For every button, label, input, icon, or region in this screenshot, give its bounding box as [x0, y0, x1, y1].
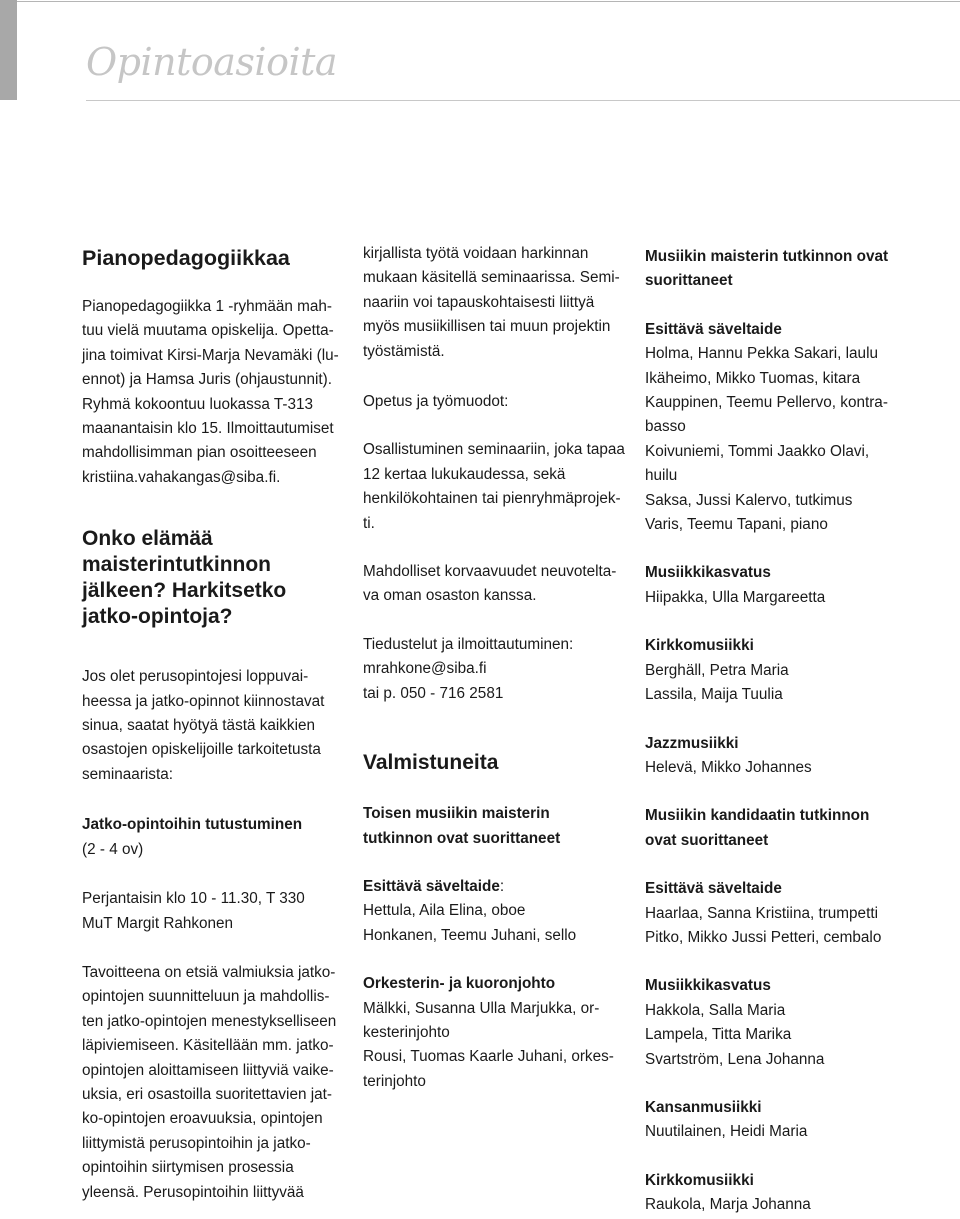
- conducting-list: [363, 997, 633, 1095]
- group-label: Esittävä säveltaide: [645, 880, 782, 898]
- group-list: [645, 999, 915, 1072]
- performing-arts-label: Esittävä säveltaide: [363, 877, 500, 895]
- group-label: Esittävä säveltaide: [645, 320, 782, 338]
- text-line: Jos olet perusopintojesi loppuvai-: [82, 668, 309, 686]
- text-line: Honkanen, Teemu Juhani, sello: [363, 926, 577, 944]
- text-line: heessa ja jatko-opinnot kiinnostavat: [82, 692, 325, 710]
- text-line: mahdollisimman pian osoitteeseen: [82, 444, 317, 462]
- text-line: Varis, Teemu Tapani, piano: [645, 516, 828, 534]
- text-line: Hakkola, Salla Maria: [645, 1001, 786, 1019]
- text-line: kristiina.vahakangas@siba.fi.: [82, 468, 281, 486]
- text-line: ko-opintojen eroavuuksia, opintojen: [82, 1110, 323, 1128]
- group-label: Musiikkikasvatus: [645, 977, 771, 995]
- text-line: tutkinnon ovat suorittaneet: [363, 829, 561, 847]
- text-line: Holma, Hannu Pekka Sakari, laulu: [645, 345, 878, 363]
- pianopedagogy-paragraph: [82, 295, 344, 490]
- second-masters-heading: [363, 802, 633, 851]
- group-label: Musiikkikasvatus: [645, 564, 771, 582]
- text-line: Ikäheimo, Mikko Tuomas, kitara: [645, 369, 861, 387]
- contact-label: Tiedustelut ja ilmoittautuminen:: [363, 635, 574, 653]
- top-rule: [17, 1, 960, 2]
- text-line: Pianopedagogiikka 1 -ryhmään mah-: [82, 298, 332, 315]
- methods-paragraph: [363, 438, 633, 536]
- group-label: Kirkkomusiikki: [645, 637, 754, 655]
- text-line: kesterinjohto: [363, 1023, 450, 1041]
- text-line: Nuutilainen, Heidi Maria: [645, 1123, 808, 1141]
- group-list: [645, 1120, 915, 1144]
- header-rule: [86, 100, 960, 101]
- text-line: maisterintutkinnon: [82, 553, 272, 577]
- text-line: opintojen suunnitteluun ja mahdollis-: [82, 988, 330, 1006]
- text-line: Osallistuminen seminaariin, joka tapaa: [363, 441, 625, 459]
- seminar-schedule: [82, 887, 344, 936]
- text-line: suorittaneet: [645, 272, 733, 290]
- text-line: 12 kertaa lukukaudessa, sekä: [363, 465, 566, 483]
- column-1: [82, 238, 344, 1205]
- contact-email: mrahkone@siba.fi: [363, 660, 487, 678]
- text-line: Pitko, Mikko Jussi Petteri, cembalo: [645, 928, 882, 946]
- masters-heading: [645, 245, 915, 294]
- bachelors-heading: [645, 804, 915, 853]
- text-line: jälkeen? Harkitsetko: [82, 579, 287, 603]
- section-heading-pianopedagogiikkaa: Pianopedagogiikkaa: [82, 246, 290, 270]
- conducting-label: Orkesterin- ja kuoronjohto: [363, 975, 556, 993]
- group-label: Kansanmusiikki: [645, 1098, 762, 1116]
- text-line: jatko-opintoja?: [82, 605, 233, 629]
- text-line: Hiipakka, Ulla Margareetta: [645, 588, 826, 606]
- group-label: Kirkkomusiikki: [645, 1171, 754, 1189]
- graduates-heading: Valmistuneita: [363, 751, 499, 775]
- text-line: va oman osaston kanssa.: [363, 587, 537, 605]
- group-list: [645, 902, 915, 951]
- group-label: Jazzmusiikki: [645, 734, 739, 752]
- text-line: Svartström, Lena Johanna: [645, 1050, 825, 1068]
- text-line: liittymistä perusopintoihin ja jatko-: [82, 1134, 311, 1152]
- text-line: uksia, eri osastoilla suoritettavien jat-: [82, 1085, 332, 1103]
- text-line: Raukola, Marja Johanna: [645, 1196, 811, 1214]
- text-line: MuT Margit Rahkonen: [82, 914, 234, 932]
- column-3: [645, 238, 915, 1218]
- text-line: työstämistä.: [363, 342, 445, 360]
- group-list: [645, 1193, 915, 1217]
- section-heading-jatko-opinnot: [82, 526, 344, 630]
- continuation-paragraph: [363, 242, 633, 364]
- text-line: kirjallista työtä voidaan harkinnan: [363, 245, 589, 262]
- left-accent-bar: [0, 0, 17, 100]
- text-line: sinua, saatat hyötyä tästä kaikkien: [82, 717, 315, 735]
- text-line: ten jatko-opintojen menestykselliseen: [82, 1012, 337, 1030]
- text-line: opintojen aloittamiseen liittyviä vaike-: [82, 1061, 334, 1079]
- text-line: Helevä, Mikko Johannes: [645, 758, 812, 776]
- column-2: [363, 238, 633, 1094]
- text-line: Lampela, Titta Marika: [645, 1026, 792, 1044]
- text-line: Onko elämää: [82, 527, 213, 551]
- text-line: henkilökohtainen tai pienryhmäprojek-: [363, 490, 621, 508]
- substitutes-paragraph: [363, 560, 633, 609]
- group-list: [645, 756, 915, 780]
- text-line: Musiikin kandidaatin tutkinnon: [645, 807, 870, 825]
- text-line: seminaarista:: [82, 765, 173, 783]
- text-line: Tavoitteena on etsiä valmiuksia jatko-: [82, 963, 336, 981]
- text-line: yleensä. Perusopintoihin liittyvää: [82, 1183, 304, 1201]
- text-line: terinjohto: [363, 1072, 426, 1090]
- text-line: osastojen opiskelijoille tarkoitetusta: [82, 741, 321, 759]
- text-line: naariin voi tapauskohtaisesti liittyä: [363, 293, 595, 311]
- text-line: tuu vielä muutama opiskelija. Opetta-: [82, 322, 334, 340]
- text-line: basso: [645, 418, 686, 436]
- text-line: ennot) ja Hamsa Juris (ohjaustunnit).: [82, 371, 332, 389]
- text-line: maanantaisin klo 15. Ilmoittautumiset: [82, 420, 334, 438]
- text-line: ti.: [363, 514, 375, 532]
- performing-arts-list: [363, 899, 633, 948]
- text-line: mukaan käsitellä seminaarissa. Semi-: [363, 269, 620, 287]
- text-line: Musiikin maisterin tutkinnon ovat: [645, 248, 889, 265]
- group-list: [645, 659, 915, 708]
- text-line: myös musiikillisen tai muun projektin: [363, 318, 611, 336]
- text-line: Mälkki, Susanna Ulla Marjukka, or-: [363, 999, 600, 1017]
- text-line: Perjantaisin klo 10 - 11.30, T 330: [82, 890, 305, 908]
- text-line: huilu: [645, 467, 678, 485]
- text-line: Berghäll, Petra Maria: [645, 661, 789, 679]
- text-line: Haarlaa, Sanna Kristiina, trumpetti: [645, 904, 878, 922]
- text-line: Ryhmä kokoontuu luokassa T-313: [82, 395, 314, 413]
- text-line: Hettula, Aila Elina, oboe: [363, 902, 526, 920]
- methods-label: Opetus ja työmuodot:: [363, 393, 509, 411]
- text-line: Kauppinen, Teemu Pellervo, kontra-: [645, 394, 888, 412]
- contact-phone: tai p. 050 - 716 2581: [363, 684, 504, 702]
- seminar-title: Jatko-opintoihin tutustuminen: [82, 816, 303, 834]
- performing-arts-label-row: [363, 875, 633, 899]
- intro-paragraph: [82, 665, 344, 787]
- seminar-credits: (2 - 4 ov): [82, 840, 144, 858]
- text-line: Toisen musiikin maisterin: [363, 805, 550, 823]
- text-line: Rousi, Tuomas Kaarle Juhani, orkes-: [363, 1048, 614, 1066]
- text-line: läpiviemiseen. Käsitellään mm. jatko-: [82, 1037, 334, 1055]
- performing-arts-colon: :: [499, 877, 505, 895]
- text-line: ovat suorittaneet: [645, 831, 769, 849]
- page-title: Opintoasioita: [86, 40, 338, 84]
- goals-paragraph: [82, 961, 344, 1205]
- text-line: Lassila, Maija Tuulia: [645, 686, 783, 704]
- text-line: opintoihin siirtymisen prosessia: [82, 1159, 294, 1177]
- group-list: [645, 342, 915, 537]
- text-line: Mahdolliset korvaavuudet neuvotelta-: [363, 563, 617, 581]
- text-line: jina toimivat Kirsi-Marja Nevamäki (lu-: [82, 346, 339, 364]
- text-line: Saksa, Jussi Kalervo, tutkimus: [645, 491, 853, 509]
- text-line: Koivuniemi, Tommi Jaakko Olavi,: [645, 442, 870, 460]
- group-list: [645, 586, 915, 610]
